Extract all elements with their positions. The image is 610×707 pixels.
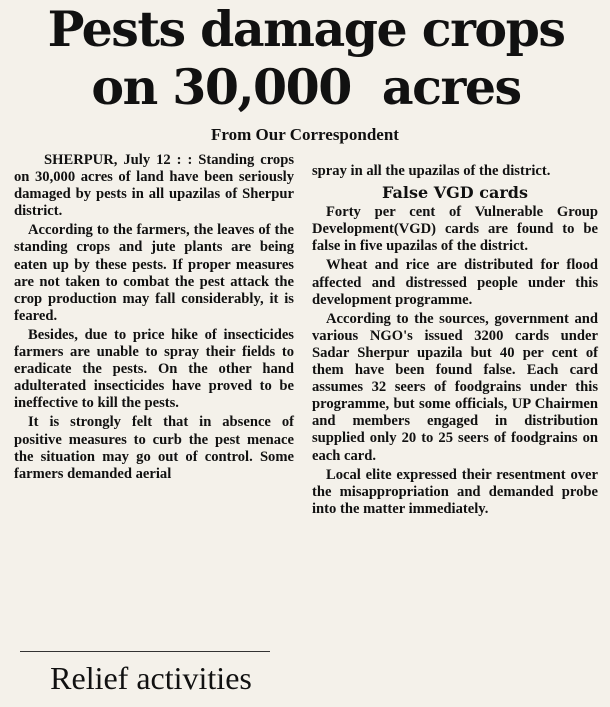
paragraph: According to the farmers, the leaves of the standing crops and jute plants are being eaten up by these pests. If proper measures are not taken to combat the pest attack the crop production may fall considerably, it is feared. <box>14 222 294 324</box>
headline-line-1: Pests damage crops <box>47 0 565 58</box>
paragraph: According to the sources, government and various NGO's issued 3200 cards under Sadar Sherpur upazila but 40 per cent of them have been found false. Each card assumes 32 seers of foodgrains under this programme, but some officials, UP Chairmen and members engaged in distribution supplied only 20 to 25 seers of foodgrains on each card. <box>312 310 598 464</box>
paragraph: Wheat and rice are distributed for flood affected and distressed people under this development programme. <box>312 257 598 308</box>
divider <box>20 651 270 652</box>
headline <box>6 0 606 116</box>
paragraph-continuation: spray in all the upazilas of the district. <box>312 163 551 179</box>
left-column <box>14 152 294 485</box>
byline: From Our Correspondent <box>211 125 399 144</box>
next-article-headline: Relief activities <box>50 660 252 696</box>
paragraph: It is strongly felt that in absence of positive measures to curb the pest menace the situation may go out of control. Some farmers demanded aerial <box>14 414 294 482</box>
paragraph: Forty per cent of Vulnerable Group Development(VGD) cards are found to be false in five upazilas of the district. <box>312 204 598 255</box>
paragraph: Besides, due to price hike of insecticides farmers are unable to spray their fields to eradicate the pests. On the other hand adulterated insecticides have proved to be ineffective to kill the pests. <box>14 326 294 412</box>
subhead: False VGD cards <box>382 183 528 203</box>
paragraph: SHERPUR, July 12 : : Standing crops on 30,000 acres of land have been seriously damaged by pests in all upazilas of Sherpur district. <box>14 152 294 220</box>
headline-line-2: on 30,000 acres <box>91 58 521 116</box>
paragraph: Local elite expressed their resentment over the misappropriation and demanded probe into the matter immediately. <box>312 466 598 517</box>
right-column <box>312 163 598 520</box>
